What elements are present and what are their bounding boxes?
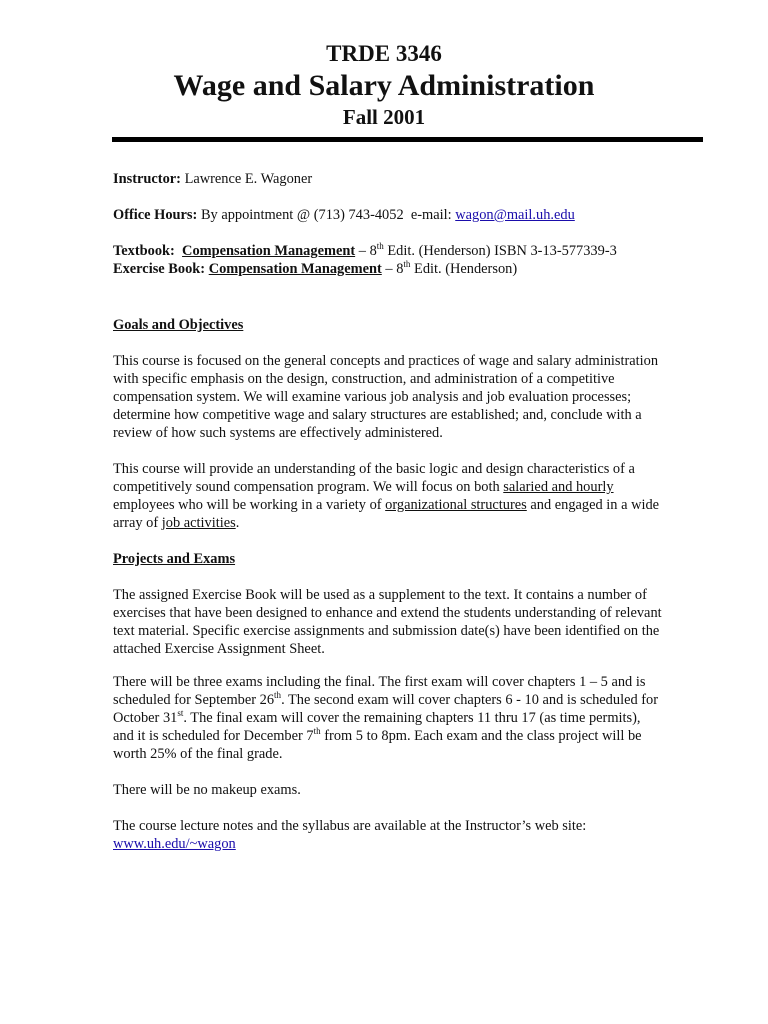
office-hours-line [113,206,663,224]
office-hours-text: By appointment @ (713) 743-4052 [200,207,404,223]
organizational-structures-text: organizational structures [385,497,527,513]
goals-paragraph-2: This course will provide an understanding of the basic logic and design characteristics of a competitively sound compensation program. We will focus on both salaried and hourly employees who will be working in a variety of organizational structures and engaged in a wide array of job activities. [113,461,660,531]
projects-heading: Projects and Exams [113,551,236,567]
exercise-book-dash: – [385,261,393,277]
email-label: e-mail: [410,207,452,223]
syllabus-body [113,170,663,853]
course-term: Fall 2001 [342,105,426,129]
textbook-label: Textbook: [113,243,175,259]
instructor-label: Instructor: [113,171,181,187]
exercise-book-line [113,260,663,278]
textbook-dash: – [358,243,366,259]
email-link[interactable]: wagon@mail.uh.edu [455,207,575,223]
course-code: TRDE 3346 [326,41,442,66]
salaried-hourly-text: salaried and hourly [503,479,614,495]
textbook-line [113,242,663,260]
instructor-line [113,170,663,188]
instructor-name: Lawrence E. Wagoner [184,171,313,187]
goals-heading: Goals and Objectives [113,317,244,333]
exercise-book-edition: 8th [396,259,411,277]
header-divider [112,137,703,142]
exercise-book-title: Compensation Management [208,261,382,277]
office-hours-label: Office Hours: [113,207,198,223]
textbook-details: Edit. (Henderson) ISBN 3-13-577339-3 [387,243,617,259]
job-activities-text: job activities [161,515,236,531]
exercise-book-label: Exercise Book: [113,261,206,277]
projects-paragraph-1: The assigned Exercise Book will be used as a supplement to the text. It contains a number of exercises that have been designed to enhance and extend the students understanding of relevant text material. Specific exercise assignments and submission date(s) have been identified on the attached Exercise Assignment Sheet. [113,587,662,657]
course-title: Wage and Salary Administration [173,69,595,102]
textbook-edition: 8th [369,241,384,259]
exams-paragraph: There will be three exams including the final. The first exam will cover chapters 1 – 5 and is scheduled for September 26th. The second exam will cover chapters 6 - 10 and is scheduled for October 31st. The final exam will cover the remaining chapters 11 thru 17 (as time permits), and it is scheduled for December 7th from 5 to 8pm. Each exam and the class project will be worth 25% of the final grade. [113,674,659,762]
website-link[interactable]: www.uh.edu/~wagon [113,836,236,852]
makeup-exams-paragraph: There will be no makeup exams. [113,782,301,798]
website-paragraph: The course lecture notes and the syllabus are available at the Instructor’s web site: www.uh.edu/~wagon [113,818,587,852]
exercise-book-details: Edit. (Henderson) [414,261,518,277]
goals-paragraph-1: This course is focused on the general concepts and practices of wage and salary administration with specific emphasis on the design, construction, and administration of a competitive compensation system. We will examine various job analysis and job evaluation processes; determine how competitive wage and salary structures are established; and, conclude with a review of how such systems are effectively administered. [113,353,659,441]
textbook-title: Compensation Management [182,243,356,259]
